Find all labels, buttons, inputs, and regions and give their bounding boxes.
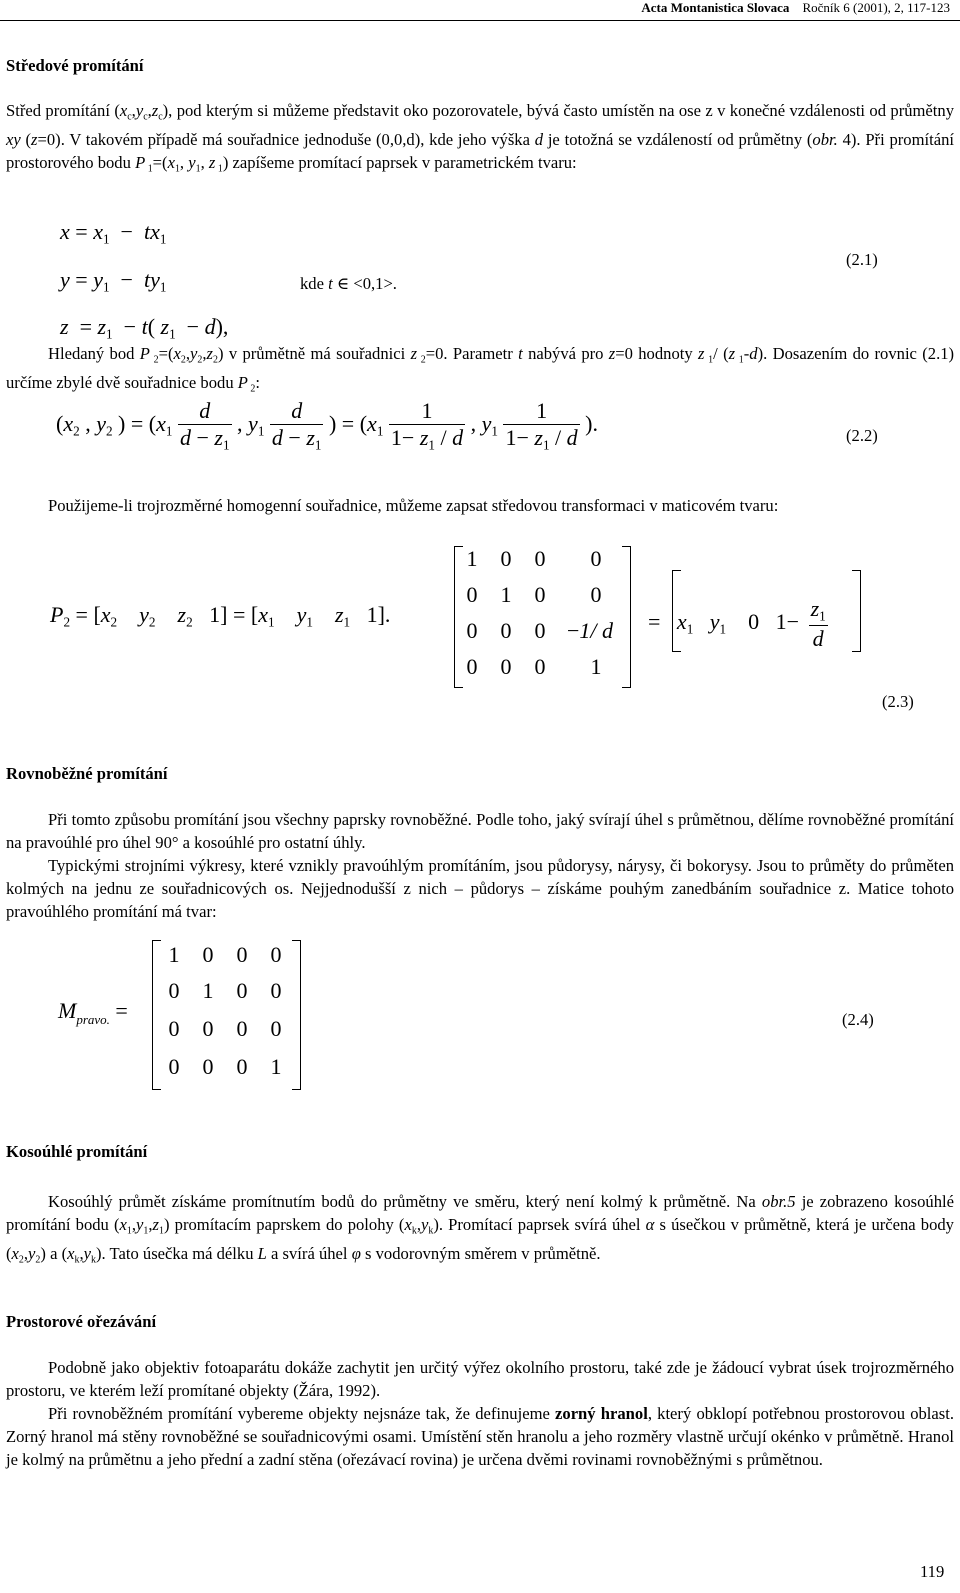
paragraph-homogeneous: Použijeme-li trojrozměrné homogenní souřadnice, můžeme zapsat středovou transformaci v maticovém tvaru: bbox=[48, 496, 779, 515]
matrix-cell: −1/ d bbox=[566, 618, 614, 643]
matrix-cell: 0 bbox=[534, 582, 546, 607]
paragraph-oblique: Kosoúhlý průmět získáme promítnutím bodů do průmětny ve směru, který není kolmý k průmětně. Na obr.5 je zobrazeno kosoúhlé promítání bodu $(x_1,y_1,z_1)$ promítacím paprskem do polohy $(x_k,y_k)$. Promítací paprsek svírá úhel α s úsečkou v průmětně, která je určena body $(x_2,y_2)$ a $(x_k,y_k)$. Tato úsečka má délku L a svírá úhel φ s vodorovným směrem v průmětně. bbox=[6, 1192, 954, 1266]
matrix-cell: 0 bbox=[534, 618, 546, 643]
matrix-cell: 0 bbox=[466, 582, 478, 607]
equation-2-3-rhs: = $x_1$ $y_1$ 0 1− $\frac{z_1}{d}$ bbox=[648, 596, 826, 651]
section-title-parallel-projection: Rovnoběžné promítání bbox=[6, 764, 168, 783]
result-2-3-left-bracket bbox=[672, 570, 681, 652]
equation-2-1-condition: kde t ∈ <0,1>. bbox=[300, 274, 397, 293]
matrix-cell: 0 bbox=[270, 978, 282, 1003]
paragraph-central-intro: Střed promítání $(x_c,y_c,z_c)$, pod kterým si můžeme představit oko pozorovatele, bývá často umístěn na ose z v konečné vzdálenosti od průmětny xy (z=0). V takovém případě má souřadnice jednoduše (0,0,d), kde jeho výška d je totožná se vzdáleností od průmětny (obr. 4). Při promítání prostorového bodu P $_1=(x_1$, $y_1$, z $_1$) zapíšeme promítací paprsek v parametrickém tvaru: bbox=[6, 101, 955, 175]
equation-2-2: ($x_2$ , $y_2$ ) = ($x_1$ $\frac{d}{d - z_1}$ , $y_1$ $\frac{d}{d - z_1}$ ) = ($x_1$ $\frac{1}{1- z_1 / d}$ , $y_1$ $\frac{1}{1- z_1 / d}$ ). bbox=[56, 398, 598, 453]
matrix-cell: 0 bbox=[236, 1016, 248, 1041]
equation-2-3-lhs: $P_2 = [x_2$ $y_2$ $z_2$ $1] = [x_1$ $y_1$ $z_1$ 1]. bbox=[50, 602, 391, 630]
matrix-cell: 0 bbox=[270, 942, 282, 967]
matrix-2-3 bbox=[460, 546, 624, 690]
paragraph-projected-point: Hledaný bod P $_2=(x_2,y_2,z_2)$ v průmětně má souřadnici z $_2$=0. Parametr t nabývá pro z=0 hodnoty z $_1$/ (z $_1$-d). Dosazením do rovnic (2.1) určíme zbylé dvě souřadnice bodu P $_2$: bbox=[6, 344, 955, 395]
paragraph-orthographic: Typickými strojními výkresy, které vznikly pravoúhlým promítáním, jsou půdorysy, nárysy, či bokorysy. Jsou to průměty do průměten kolmých na jednu ze souřadnicových os. Nejjednodušší z nich – půdorys – získáme pouhým zanedbáním souřadnice z. Matice tohoto pravoúhlého promítání má tvar: bbox=[6, 856, 954, 921]
equation-2-4-lhs: $M_{pravo.}$ = bbox=[58, 998, 128, 1027]
volume-info: Ročník 6 (2001), 2, 117-123 bbox=[802, 0, 950, 15]
matrix-cell: 0 bbox=[236, 978, 248, 1003]
matrix-cell: 1 bbox=[168, 942, 180, 967]
page-number: 119 bbox=[920, 1562, 945, 1581]
section-title-central-projection: Středové promítání bbox=[6, 56, 144, 75]
paragraph-view-prism: Při rovnoběžném promítání vybereme objekty nejsnáze tak, že definujeme zorný hranol, který obklopí potřebnou prostorovou oblast. Zorný hranol má stěny rovnoběžné se souřadnicovými osami. Umístění stěn hranolu a jeho rozměry vlastně určují okénko v průmětně. Hranol je kolmý na průmětnu a jeho přední a zadní stěna (ořezávací rovina) je určena dvěmi rovinami rovnoběžnými s průmětnou. bbox=[6, 1404, 954, 1469]
matrix-cell: 0 bbox=[466, 654, 478, 679]
matrix-cell: 0 bbox=[534, 546, 546, 571]
matrix-cell: 1 bbox=[500, 582, 512, 607]
matrix-cell: 0 bbox=[168, 1016, 180, 1041]
matrix-cell: 0 bbox=[590, 582, 602, 607]
matrix-cell: 0 bbox=[500, 546, 512, 571]
matrix-cell: 0 bbox=[236, 942, 248, 967]
result-2-3-right-bracket bbox=[852, 570, 861, 652]
equation-2-1: $x = x_1 - tx_1$ $y = y_1 - ty_1$ $z = z_1 - t$( $z_1 - d$), bbox=[60, 219, 229, 342]
running-header bbox=[552, 0, 950, 16]
section-title-spatial-clipping: Prostorové ořezávání bbox=[6, 1312, 157, 1331]
section-title-oblique-projection: Kosoúhlé promítání bbox=[6, 1142, 148, 1161]
matrix-cell: 1 bbox=[202, 978, 214, 1003]
matrix-cell: 0 bbox=[466, 618, 478, 643]
equation-2-3-label: (2.3) bbox=[882, 692, 914, 711]
matrix-cell: 0 bbox=[202, 1054, 214, 1079]
matrix-cell: 1 bbox=[270, 1054, 282, 1079]
header-rule bbox=[0, 20, 960, 21]
matrix-cell: 0 bbox=[270, 1016, 282, 1041]
journal-name: Acta Montanistica Slovaca bbox=[641, 0, 790, 15]
paragraph-parallel-intro: Při tomto způsobu promítání jsou všechny paprsky rovnoběžné. Podle toho, jaký svírají úhel s průmětnou, dělíme rovnoběžné promítání na pravoúhlé pro úhel 90° a kosoúhlé pro ostatní úhly. bbox=[6, 810, 954, 852]
equation-2-4-label: (2.4) bbox=[842, 1010, 874, 1029]
matrix-cell: 0 bbox=[500, 618, 512, 643]
matrix-cell: 0 bbox=[236, 1054, 248, 1079]
matrix-2-4-left-bracket bbox=[152, 940, 161, 1090]
equation-2-2-label: (2.2) bbox=[846, 426, 878, 445]
matrix-cell: 0 bbox=[590, 546, 602, 571]
paragraph-clipping-intro: Podobně jako objektiv fotoaparátu dokáže zachytit jen určitý výřez okolního prostoru, také zde je žádoucí vybrat úsek trojrozměrného prostoru, ve kterém leží promítané objekty (Žára, 1992). bbox=[6, 1358, 954, 1400]
matrix-cell: 0 bbox=[168, 978, 180, 1003]
matrix-cell: 0 bbox=[202, 942, 214, 967]
matrix-cell: 0 bbox=[500, 654, 512, 679]
matrix-cell: 0 bbox=[168, 1054, 180, 1079]
matrix-cell: 1 bbox=[590, 654, 602, 679]
matrix-cell: 0 bbox=[534, 654, 546, 679]
matrix-cell: 1 bbox=[466, 546, 478, 571]
matrix-cell: 0 bbox=[202, 1016, 214, 1041]
matrix-2-4 bbox=[162, 942, 302, 1090]
equation-2-1-label: (2.1) bbox=[846, 250, 878, 269]
